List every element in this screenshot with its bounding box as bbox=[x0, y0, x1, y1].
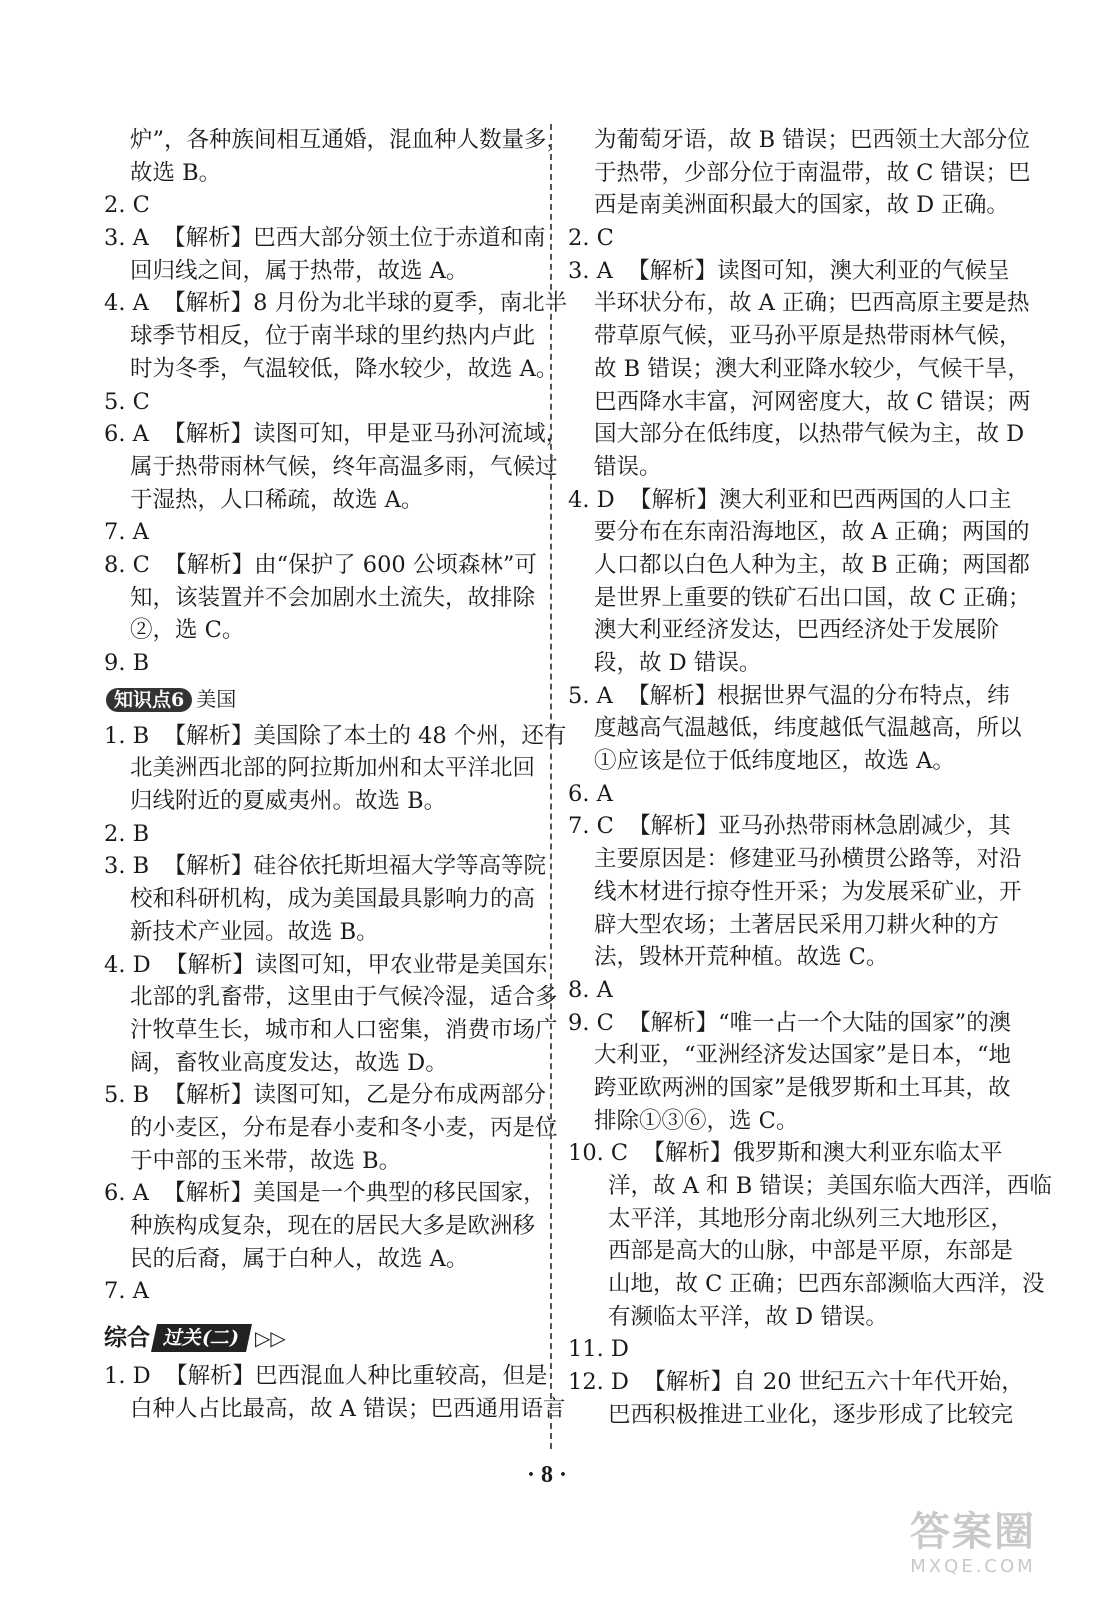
text-line: 巴西降水丰富，河网密度大，故 C 错误；两 bbox=[594, 388, 1031, 415]
text-line: 跨亚欧两洲的国家”是俄罗斯和土耳其，故 bbox=[594, 1074, 1011, 1101]
text-line: 洋，故 A 和 B 错误；美国东临大西洋，西临 bbox=[608, 1173, 1052, 1199]
text-line: 巴西积极推进工业化，逐步形成了比较完 bbox=[608, 1401, 1014, 1428]
answer-item: 8. A bbox=[568, 976, 613, 1003]
text-line: 国大部分在低纬度，以热带气候为主，故 D bbox=[594, 421, 1025, 448]
answer-item: 5. A 【解析】根据世界气温的分布特点，纬 bbox=[568, 682, 1010, 709]
watermark-url: MXQE.COM bbox=[910, 1556, 1036, 1577]
text-line: 的小麦区，分布是春小麦和冬小麦，丙是位 bbox=[130, 1114, 558, 1141]
text-line: 西是南美洲面积最大的国家，故 D 正确。 bbox=[594, 192, 1009, 219]
answer-item: 2. C bbox=[568, 225, 614, 252]
text-line: 要分布在东南沿海地区，故 A 正确；两国的 bbox=[594, 519, 1030, 546]
answer-item: 1. D 【解析】巴西混血人种比重较高，但是 bbox=[104, 1363, 548, 1390]
text-line: 故 B 错误；澳大利亚降水较少，气候干旱， bbox=[594, 355, 1030, 382]
answer-item: 6. A 【解析】美国是一个典型的移民国家， bbox=[104, 1180, 546, 1207]
section-title-prefix: 综合 bbox=[104, 1324, 150, 1351]
text-line: 于中部的玉米带，故选 B。 bbox=[130, 1147, 402, 1174]
text-line: 太平洋，其地形分南北纵列三大地形区， bbox=[608, 1205, 1014, 1232]
text-line: 排除①③⑥，选 C。 bbox=[594, 1107, 799, 1134]
section-title-badge: 过关(二) bbox=[151, 1324, 252, 1352]
answer-item: 10. C 【解析】俄罗斯和澳大利亚东临太平 bbox=[568, 1140, 1003, 1167]
answer-item: 11. D bbox=[568, 1336, 629, 1363]
text-line: ①应该是位于低纬度地区，故选 A。 bbox=[594, 748, 955, 775]
text-line: 是世界上重要的铁矿石出口国，故 C 正确； bbox=[594, 584, 1031, 611]
answer-item: 2. C bbox=[104, 192, 150, 219]
right-column bbox=[568, 124, 1052, 1432]
text-line: 汁牧草生长，城市和人口密集，消费市场广 bbox=[130, 1016, 558, 1043]
text-line: 民的后裔，属于白种人，故选 A。 bbox=[130, 1245, 469, 1272]
text-line: 阔，畜牧业高度发达，故选 D。 bbox=[130, 1049, 448, 1076]
answer-item: 5. B 【解析】读图可知，乙是分布成两部分 bbox=[104, 1082, 546, 1109]
text-line: 回归线之间，属于热带，故选 A。 bbox=[130, 257, 469, 284]
text-line: ②，选 C。 bbox=[130, 617, 245, 644]
knowledge-point-title: 美国 bbox=[196, 687, 237, 712]
answer-item: 6. A 【解析】读图可知，甲是亚马孙河流域， bbox=[104, 421, 569, 448]
section-header bbox=[104, 1316, 544, 1360]
text-line: 山地，故 C 正确；巴西东部濒临大西洋，没 bbox=[608, 1271, 1045, 1298]
answer-item: 6. A bbox=[568, 780, 613, 807]
column-divider bbox=[550, 124, 552, 1449]
text-line: 带草原气候，亚马孙平原是热带雨林气候， bbox=[594, 323, 1022, 350]
text-line: 有濒临太平洋，故 D 错误。 bbox=[608, 1303, 888, 1330]
text-line: 为葡萄牙语，故 B 错误；巴西领土大部分位 bbox=[594, 127, 1030, 153]
text-line: 知，该装置并不会加剧水土流失，故排除 bbox=[130, 584, 536, 611]
text-line: 校和科研机构，成为美国最具影响力的高 bbox=[130, 886, 536, 913]
text-line: 球季节相反，位于南半球的里约热内卢此 bbox=[130, 323, 536, 350]
answer-item: 4. A 【解析】8 月份为北半球的夏季，南北半 bbox=[104, 290, 568, 317]
text-line: 澳大利亚经济发达，巴西经济处于发展阶 bbox=[594, 617, 1000, 644]
answer-item: 3. A 【解析】巴西大部分领土位于赤道和南 bbox=[104, 225, 546, 252]
watermark-logo bbox=[878, 1508, 1068, 1588]
text-line: 白种人占比最高，故 A 错误；巴西通用语言 bbox=[130, 1395, 566, 1422]
text-line: 错误。 bbox=[594, 453, 662, 480]
knowledge-point-header bbox=[106, 680, 544, 720]
answer-item: 9. C 【解析】“唯一占一个大陆的国家”的澳 bbox=[568, 1009, 1012, 1036]
text-line: 大利亚，“亚洲经济发达国家”是日本，“地 bbox=[594, 1042, 1012, 1069]
answer-item: 4. D 【解析】读图可知，甲农业带是美国东 bbox=[104, 951, 548, 978]
text-line: 线木材进行掠夺性开采；为发展采矿业，开 bbox=[594, 878, 1022, 905]
text-line: 故选 B。 bbox=[130, 159, 222, 186]
answer-item: 4. D 【解析】澳大利亚和巴西两国的人口主 bbox=[568, 486, 1012, 513]
text-line: 人口都以白色人种为主，故 B 正确；两国都 bbox=[594, 551, 1030, 578]
text-line: 新技术产业园。故选 B。 bbox=[130, 918, 379, 945]
answer-item: 2. B bbox=[104, 820, 150, 847]
text-line: 种族构成复杂，现在的居民大多是欧洲移 bbox=[130, 1213, 536, 1239]
text-line: 度越高气温越低，纬度越低气温越高，所以 bbox=[594, 715, 1022, 742]
answer-item: 1. B 【解析】美国除了本土的 48 个州，还有 bbox=[104, 722, 567, 749]
text-line: 段，故 D 错误。 bbox=[594, 650, 762, 676]
text-line: 主要原因是：修建亚马孙横贯公路等，对沿 bbox=[594, 846, 1022, 873]
text-line: 法，毁林开荒种植。故选 C。 bbox=[594, 944, 889, 971]
text-line: 半环状分布，故 A 正确；巴西高原主要是热 bbox=[594, 290, 1030, 317]
answer-item: 3. B 【解析】硅谷依托斯坦福大学等高等院 bbox=[104, 853, 546, 880]
text-line: 北美洲西北部的阿拉斯加州和太平洋北回 bbox=[130, 755, 536, 782]
answer-item: 12. D 【解析】自 20 世纪五六十年代开始， bbox=[568, 1369, 1024, 1396]
answer-item: 9. B bbox=[104, 650, 150, 676]
text-line: 辟大型农场；土著居民采用刀耕火种的方 bbox=[594, 911, 1000, 938]
text-line: 属于热带雨林气候，终年高温多雨，气候过 bbox=[130, 453, 558, 480]
answer-item: 7. A bbox=[104, 1278, 149, 1305]
text-line: 归线附近的夏威夷州。故选 B。 bbox=[130, 788, 447, 815]
answer-item: 7. C 【解析】亚马孙热带雨林急剧减少，其 bbox=[568, 813, 1011, 840]
text-line: 于湿热，人口稀疏，故选 A。 bbox=[130, 486, 424, 513]
answer-item: 5. C bbox=[104, 388, 150, 415]
text-line: 北部的乳畜带，这里由于气候冷湿，适合多 bbox=[130, 984, 558, 1011]
left-column bbox=[104, 124, 570, 1425]
text-line: 于热带，少部分位于南温带，故 C 错误；巴 bbox=[594, 159, 1031, 186]
answer-item: 8. C 【解析】由“保护了 600 公顷森林”可 bbox=[104, 551, 537, 578]
watermark-main: 答案圈 bbox=[910, 1509, 1036, 1555]
answer-item: 3. A 【解析】读图可知，澳大利亚的气候呈 bbox=[568, 257, 1010, 284]
page-number: · 8 · bbox=[526, 1462, 567, 1488]
double-arrow-icon: ▷▷ bbox=[254, 1325, 286, 1350]
text-line: 西部是高大的山脉，中部是平原，东部是 bbox=[608, 1238, 1014, 1265]
text-line: 炉”，各种族间相互通婚，混血种人数量多， bbox=[130, 127, 570, 153]
answer-item: 7. A bbox=[104, 519, 149, 546]
knowledge-point-badge: 知识点6 bbox=[106, 688, 192, 712]
text-line: 时为冬季，气温较低，降水较少，故选 A。 bbox=[130, 355, 559, 382]
